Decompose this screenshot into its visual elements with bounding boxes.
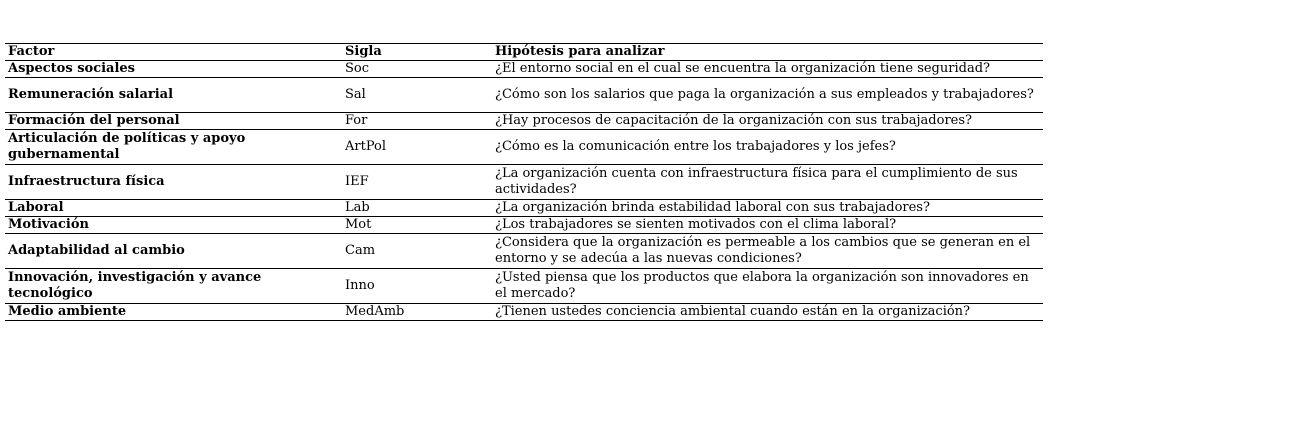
factor-cell: Medio ambiente [5, 304, 342, 321]
factor-cell: Aspectos sociales [5, 61, 342, 78]
table-header [5, 44, 1043, 61]
hipotesis-cell: ¿Hay procesos de capacitación de la organización con sus trabajadores? [492, 113, 1043, 130]
factor-cell: Motivación [5, 217, 342, 234]
table-row [5, 269, 1043, 304]
factor-cell: Remuneración salarial [5, 78, 342, 113]
sigla-cell: Inno [342, 269, 492, 304]
table-row [5, 234, 1043, 269]
hipotesis-cell: ¿Cómo es la comunicación entre los trabajadores y los jefes? [492, 130, 1043, 165]
factor-cell: Innovación, investigación y avance tecnológico [5, 269, 342, 304]
table-row [5, 78, 1043, 113]
factors-table-container [5, 43, 1043, 321]
header-factor: Factor [5, 44, 342, 61]
sigla-cell: Sal [342, 78, 492, 113]
table-row [5, 165, 1043, 200]
hipotesis-cell: ¿Usted piensa que los productos que elabora la organización son innovadores en el mercado? [492, 269, 1043, 304]
hipotesis-cell: ¿Tienen ustedes conciencia ambiental cuando están en la organización? [492, 304, 1043, 321]
header-sigla: Sigla [342, 44, 492, 61]
hipotesis-cell: ¿Los trabajadores se sienten motivados con el clima laboral? [492, 217, 1043, 234]
factor-cell: Adaptabilidad al cambio [5, 234, 342, 269]
factor-cell: Infraestructura física [5, 165, 342, 200]
factor-cell: Articulación de políticas y apoyo gubernamental [5, 130, 342, 165]
sigla-cell: MedAmb [342, 304, 492, 321]
table-row [5, 130, 1043, 165]
sigla-cell: IEF [342, 165, 492, 200]
header-row [5, 44, 1043, 61]
hipotesis-cell: ¿El entorno social en el cual se encuentra la organización tiene seguridad? [492, 61, 1043, 78]
table-row [5, 200, 1043, 217]
sigla-cell: Soc [342, 61, 492, 78]
sigla-cell: Lab [342, 200, 492, 217]
sigla-cell: Cam [342, 234, 492, 269]
sigla-cell: Mot [342, 217, 492, 234]
hipotesis-cell: ¿Cómo son los salarios que paga la organización a sus empleados y trabajadores? [492, 78, 1043, 113]
factor-cell: Formación del personal [5, 113, 342, 130]
sigla-cell: For [342, 113, 492, 130]
table-body [5, 61, 1043, 321]
hipotesis-cell: ¿Considera que la organización es permeable a los cambios que se generan en el entorno y se adecúa a las nuevas condiciones? [492, 234, 1043, 269]
table-row [5, 113, 1043, 130]
table-row [5, 217, 1043, 234]
factor-cell: Laboral [5, 200, 342, 217]
factors-table [5, 43, 1043, 321]
sigla-cell: ArtPol [342, 130, 492, 165]
table-row [5, 61, 1043, 78]
hipotesis-cell: ¿La organización cuenta con infraestructura física para el cumplimiento de sus actividades? [492, 165, 1043, 200]
header-hipotesis: Hipótesis para analizar [492, 44, 1043, 61]
table-row [5, 304, 1043, 321]
hipotesis-cell: ¿La organización brinda estabilidad laboral con sus trabajadores? [492, 200, 1043, 217]
